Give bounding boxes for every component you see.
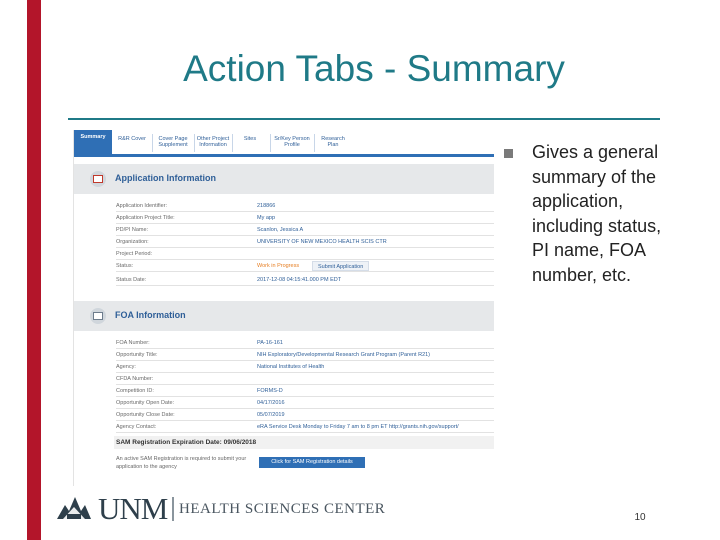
row-value: 04/17/2016	[257, 400, 285, 406]
application-info-header	[74, 164, 494, 194]
bullet-square-icon	[504, 149, 513, 158]
row-label: CFDA Number:	[116, 376, 154, 382]
info-row	[116, 274, 494, 286]
row-value: 05/07/2019	[257, 412, 285, 418]
logo-subtitle: HEALTH SCIENCES CENTER	[179, 501, 386, 517]
row-label: Competition ID:	[116, 388, 154, 394]
info-row	[116, 421, 494, 433]
tab-divider	[232, 134, 233, 152]
sam-expiration-date: SAM Registration Expiration Date: 09/06/2018	[114, 436, 494, 449]
document-icon	[90, 308, 106, 324]
sam-registration-details-button[interactable]: Click for SAM Registration details	[259, 457, 365, 468]
tab-sr-key-person-profile[interactable]: Sr/Key Person Profile	[274, 136, 310, 148]
tab-research-plan[interactable]: Research Plan	[321, 136, 345, 148]
tab-sites[interactable]: Sites	[243, 136, 257, 142]
row-value: FORMS-D	[257, 388, 283, 394]
info-row	[116, 337, 494, 349]
tab-divider	[194, 134, 195, 152]
info-row	[116, 397, 494, 409]
row-label: Opportunity Title:	[116, 352, 158, 358]
row-label: Opportunity Open Date:	[116, 400, 175, 406]
row-label: Status:	[116, 263, 134, 269]
left-accent-bar	[27, 0, 41, 540]
submit-application-button[interactable]: Submit Application	[312, 261, 369, 271]
logo-wordmark: UNM	[98, 491, 168, 526]
info-row	[116, 349, 494, 361]
info-row	[116, 200, 494, 212]
info-row	[116, 248, 494, 260]
tab-divider	[270, 134, 271, 152]
row-label: Agency:	[116, 364, 136, 370]
row-value: My app	[257, 215, 276, 221]
info-row	[116, 236, 494, 248]
tab-other-project-information[interactable]: Other Project Information	[196, 136, 230, 148]
tab-divider	[314, 134, 315, 152]
info-row	[116, 409, 494, 421]
row-label: Opportunity Close Date:	[116, 412, 175, 418]
row-value: 2017-12-08 04:15:41.000 PM EDT	[257, 277, 342, 283]
tab-cover-page-supplement[interactable]: Cover Page Supplement	[158, 136, 188, 148]
bullet-text: Gives a general summary of the application, including status, PI name, FOA number, etc.	[532, 142, 662, 285]
tab-summary[interactable]: Summary	[74, 130, 112, 157]
sam-note: An active SAM Registration is required to submit your application to the agency	[116, 456, 247, 470]
section-title: Application Information	[115, 173, 216, 183]
row-label: Status Date:	[116, 277, 147, 283]
row-label: Organization:	[116, 239, 149, 245]
row-value: PA-16-161	[257, 340, 283, 346]
application-icon	[90, 171, 106, 187]
slide-title: Action Tabs - Summary	[183, 48, 565, 89]
tab-rr-cover[interactable]: R&R Cover	[118, 136, 146, 142]
row-value: UNIVERSITY OF NEW MEXICO HEALTH SCIS CTR	[257, 239, 387, 245]
row-label: PD/PI Name:	[116, 227, 149, 233]
info-row	[116, 212, 494, 224]
info-row	[116, 260, 494, 272]
info-row	[116, 224, 494, 236]
status-value: Work in Progress	[257, 263, 300, 269]
info-row	[116, 385, 494, 397]
agency-contact-link[interactable]: eRA Service Desk Monday to Friday 7 am to 8 pm ET http://grants.nih.gov/support/	[257, 424, 459, 430]
row-value: Scanlon, Jessica A	[257, 227, 304, 233]
title-divider	[68, 118, 660, 120]
action-tab-bar	[74, 130, 494, 157]
tab-divider	[152, 134, 153, 152]
info-row	[116, 373, 494, 385]
row-value: National Institutes of Health	[257, 364, 325, 370]
row-label: Agency Contact:	[116, 424, 157, 430]
row-label: Project Period:	[116, 251, 153, 257]
logo-divider	[172, 497, 174, 521]
row-value: 218866	[257, 203, 276, 209]
row-label: Application Project Title:	[116, 215, 175, 221]
page-number: 10	[634, 512, 646, 523]
embedded-screenshot	[73, 130, 494, 486]
foa-info-header	[74, 301, 494, 331]
info-row	[116, 361, 494, 373]
unm-thunderbird-logo-icon	[55, 493, 93, 523]
section-title: FOA Information	[115, 310, 186, 320]
row-label: Application Identifier:	[116, 203, 168, 209]
row-label: FOA Number:	[116, 340, 150, 346]
row-value: NIH Exploratory/Developmental Research Grant Program (Parent R21)	[257, 352, 431, 358]
